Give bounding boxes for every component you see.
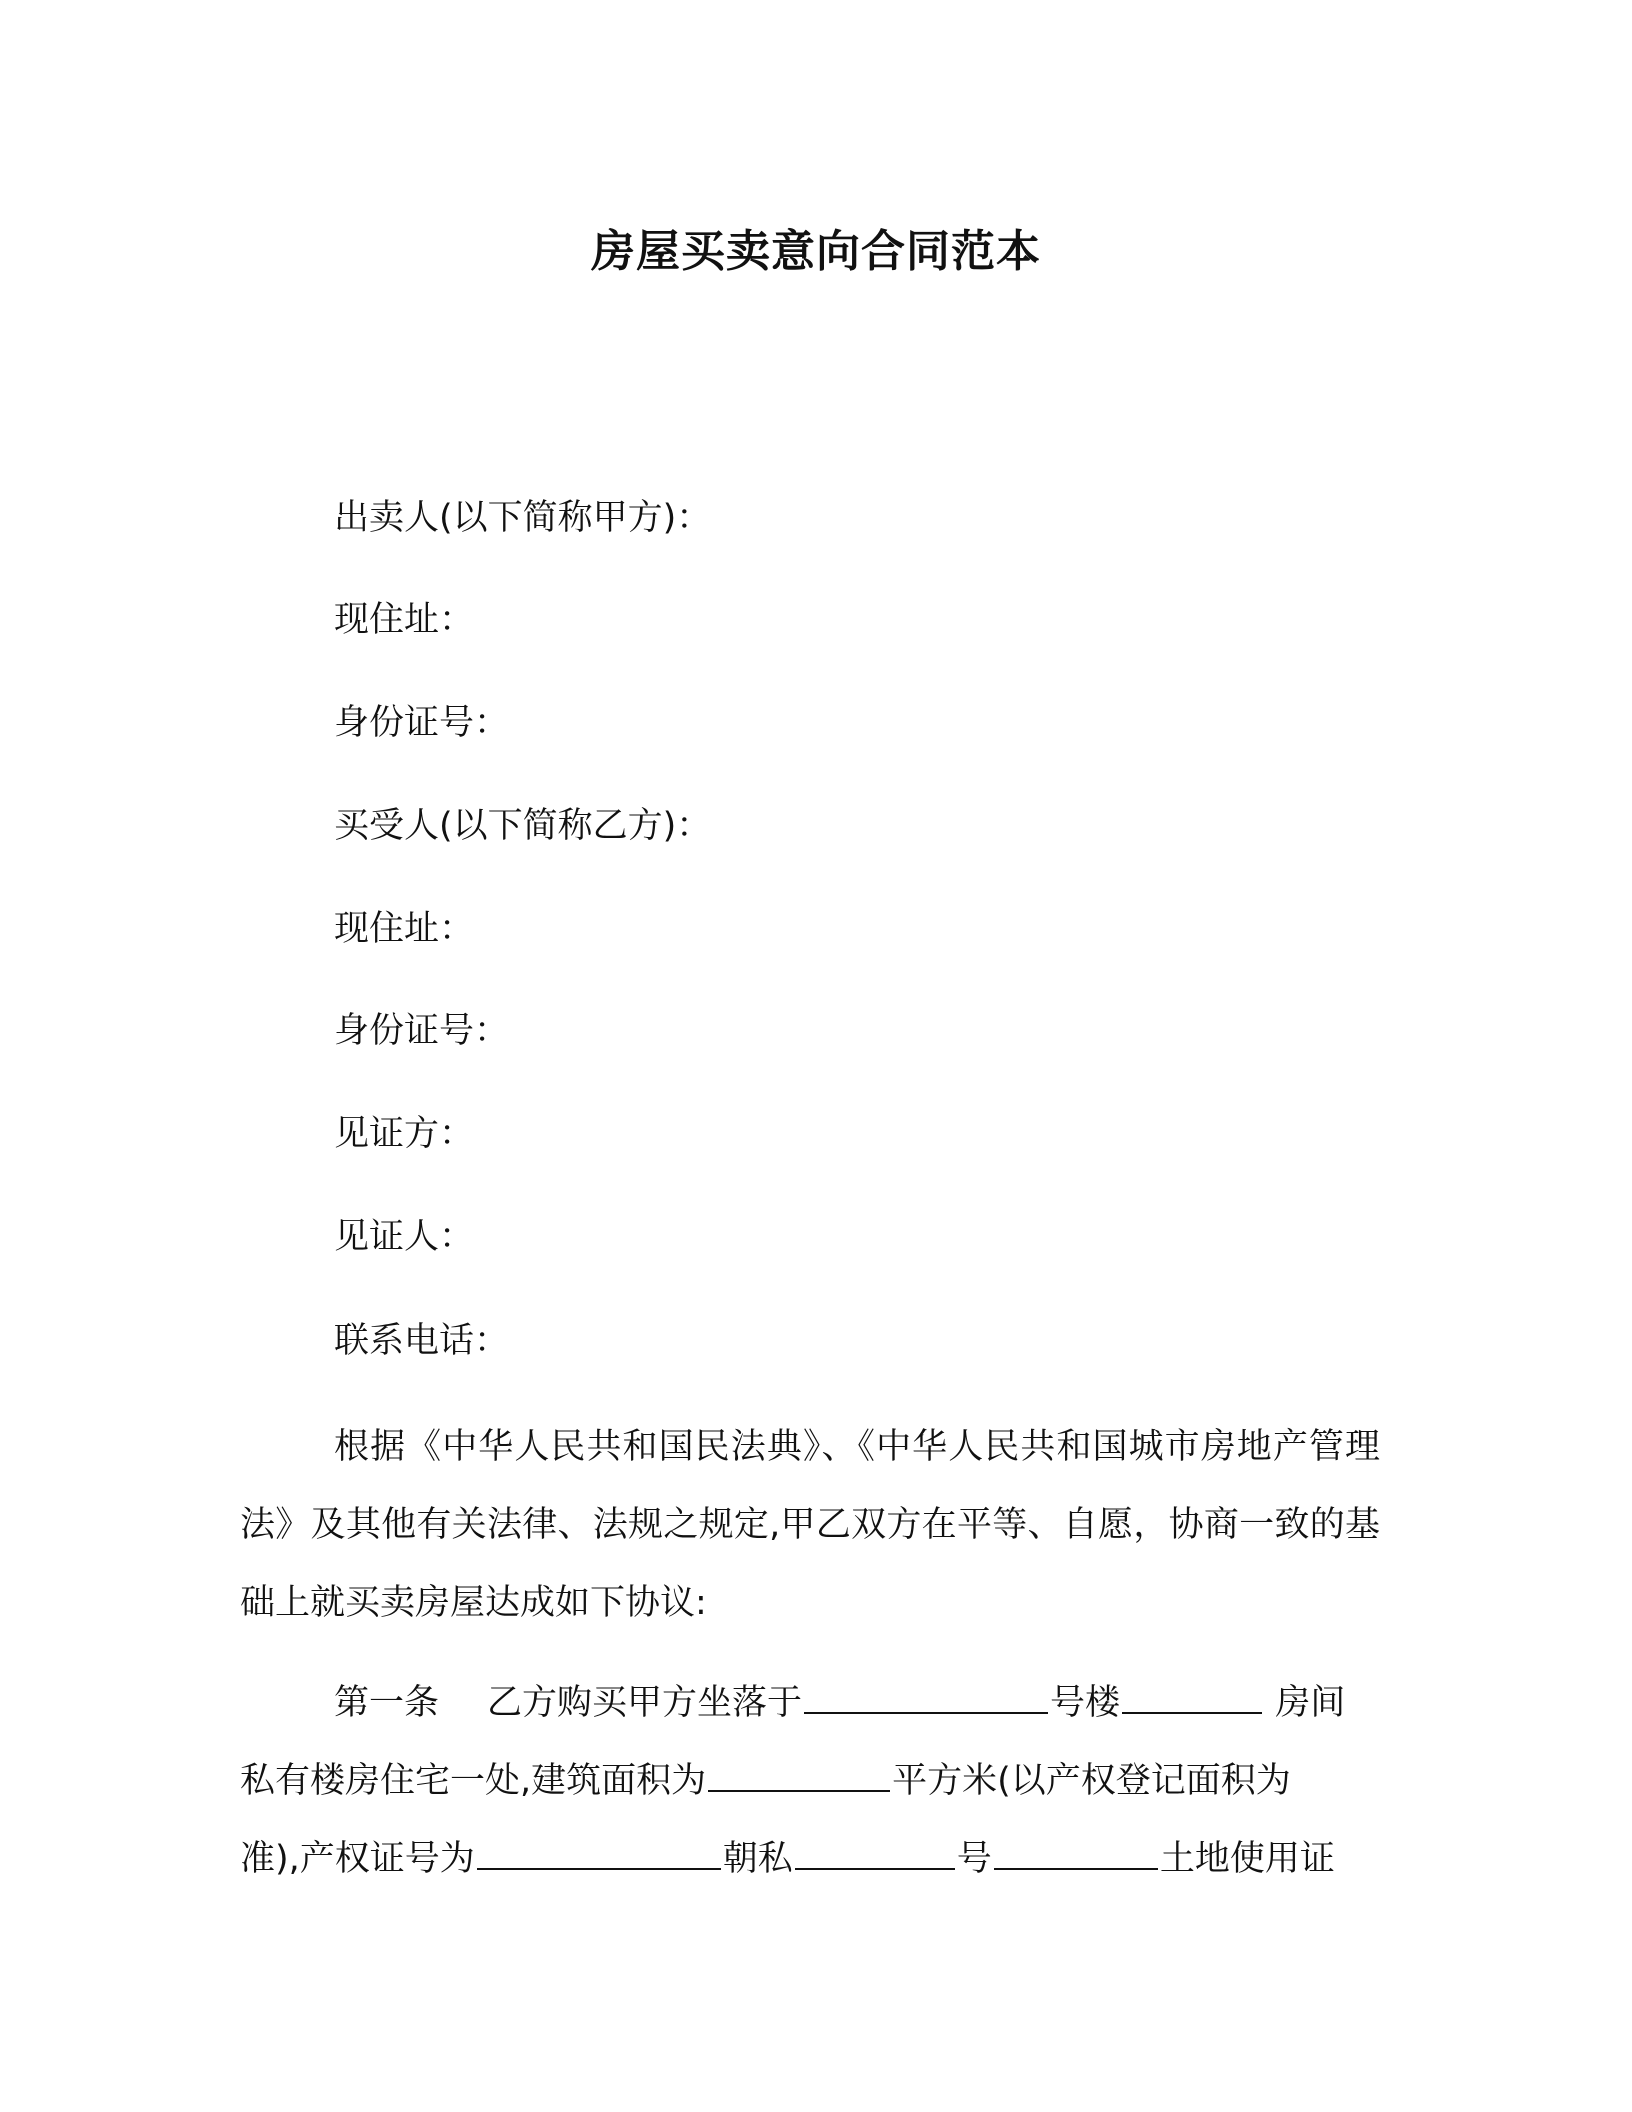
article1-heading: 第一条 [334,1683,440,1723]
contact-phone-field: 联系电话： [334,1321,510,1361]
article1-line3 [240,1834,1380,1884]
article1-text: 房间 [1275,1683,1346,1723]
number-blank [994,1838,1158,1870]
preamble-paragraph: 根据《中华人民共和国民法典》、《中华人民共和国城市房地产管理法》及其他有关法律、法规之规定,甲乙双方在平等、自愿，协商一致的基础上就买卖房屋达成如下协议: [240,1427,1380,1623]
seller-name-field: 出卖人(以下简称甲方)： [334,498,712,538]
article1-text: 私有楼房住宅一处,建筑面积为 [240,1761,707,1801]
article1-line1 [240,1678,1474,1728]
location-blank [804,1682,1048,1714]
buyer-address-field: 现住址： [334,909,475,949]
article1-text: 号 [956,1839,992,1879]
seller-address-field: 现住址： [334,600,475,640]
article1-text: 准),产权证号为 [240,1839,475,1879]
article1-text: 乙方购买甲方坐落于 [487,1683,803,1723]
buyer-id-field: 身份证号： [334,1011,510,1051]
building-blank [1122,1682,1262,1714]
article1-text: 土地使用证 [1159,1839,1335,1879]
certificate-blank [477,1838,721,1870]
private-number-blank [795,1838,955,1870]
article1-text: 号楼 [1050,1683,1121,1723]
witness-person-field: 见证人： [334,1217,475,1257]
article1-text: 朝私 [722,1839,793,1879]
article1-line2 [240,1756,1380,1806]
article1-text: 平方米(以产权登记面积为 [892,1761,1291,1801]
buyer-name-field: 买受人(以下简称乙方)： [334,806,712,846]
seller-id-field: 身份证号： [334,703,510,743]
area-blank [708,1760,890,1792]
witness-party-field: 见证方： [334,1114,475,1154]
document-title: 房屋买卖意向合同范本 [591,226,1041,277]
